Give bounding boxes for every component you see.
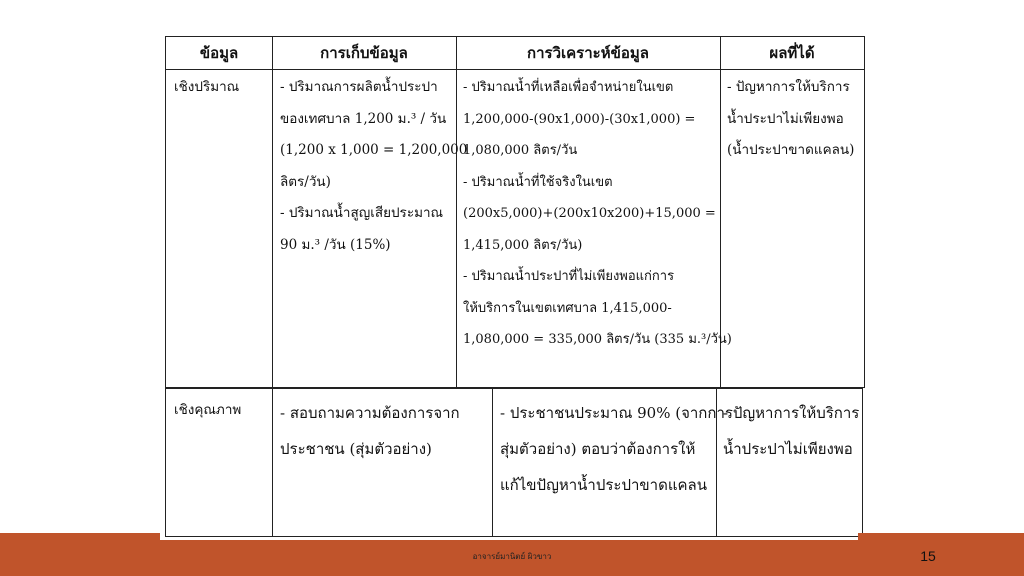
analysis-cell — [500, 395, 733, 503]
footer-accent-left — [0, 533, 160, 540]
header-data: ข้อมูล — [199, 44, 239, 62]
column-divider — [492, 389, 493, 536]
analysis-line: 1,200,000-(90x1,000)-(30x1,000) = — [463, 111, 696, 127]
analysis-line: (200x5,000)+(200x10x200)+15,000 = — [463, 206, 716, 221]
collection-line: - ปริมาณการผลิตน้ำประปา — [280, 79, 438, 95]
result-line: - ปัญหาการให้บริการ — [727, 79, 850, 95]
result-line: น้ำประปาไม่เพียงพอ — [727, 110, 844, 127]
result-cell — [727, 72, 854, 167]
analysis-line: - ปริมาณน้ำที่ใช้จริงในเขต — [463, 174, 613, 190]
result-line: - ปัญหาการให้บริการ — [723, 404, 860, 422]
analysis-line: 1,080,000 ลิตร/วัน — [463, 143, 578, 158]
analysis-line: ให้บริการในเขตเทศบาล 1,415,000- — [463, 300, 672, 316]
result-line: (น้ำประปาขาดแคลน) — [727, 142, 855, 158]
category-cell — [174, 72, 239, 104]
analysis-line: - ประชาชนประมาณ 90% (จากการ — [500, 404, 733, 422]
category-label: เชิงปริมาณ — [174, 79, 240, 95]
header-divider — [166, 69, 864, 70]
category-label: เชิงคุณภาพ — [174, 402, 242, 418]
collection-line: - ปริมาณน้ำสูญเสียประมาณ — [280, 205, 444, 221]
header-analysis: การวิเคราะห์ข้อมูล — [527, 44, 649, 62]
analysis-line: 1,080,000 = 335,000 ลิตร/วัน (335 ม.³/วัน) — [463, 332, 732, 347]
header-result: ผลที่ได้ — [769, 44, 815, 62]
header-collection: การเก็บข้อมูล — [320, 44, 408, 62]
category-cell — [174, 395, 241, 427]
column-divider — [272, 37, 273, 387]
collection-cell — [280, 395, 460, 467]
analysis-line: 1,415,000 ลิตร/วัน) — [463, 237, 583, 253]
footer-author: อาจารย์มานิตย์ ผิวขาว — [472, 552, 552, 561]
collection-line: ลิตร/วัน) — [280, 173, 331, 190]
footer-accent-right — [858, 533, 1024, 540]
analysis-cell — [463, 72, 732, 356]
analysis-line: - ปริมาณน้ำที่เหลือเพื่อจำหน่ายในเขต — [463, 80, 674, 95]
data-table-top — [165, 36, 865, 388]
analysis-line: สุ่มตัวอย่าง) ตอบว่าต้องการให้ — [500, 440, 696, 458]
data-table-bottom — [165, 387, 863, 537]
collection-line: ของเทศบาล 1,200 ม.³ / วัน — [280, 110, 447, 127]
collection-line: (1,200 x 1,000 = 1,200,000 — [280, 142, 468, 158]
collection-line: ประชาชน (สุ่มตัวอย่าง) — [280, 440, 432, 458]
collection-line: 90 ม.³ /วัน (15%) — [280, 236, 391, 253]
collection-cell — [280, 72, 467, 261]
collection-line: - สอบถามความต้องการจาก — [280, 404, 460, 422]
analysis-line: แก้ไขปัญหาน้ำประปาขาดแคลน — [500, 476, 707, 494]
page-number: 15 — [920, 548, 936, 564]
column-divider — [272, 389, 273, 536]
analysis-line: - ปริมาณน้ำประปาที่ไม่เพียงพอแก่การ — [463, 269, 675, 284]
result-cell — [723, 395, 859, 467]
result-line: น้ำประปาไม่เพียงพอ — [723, 440, 853, 458]
